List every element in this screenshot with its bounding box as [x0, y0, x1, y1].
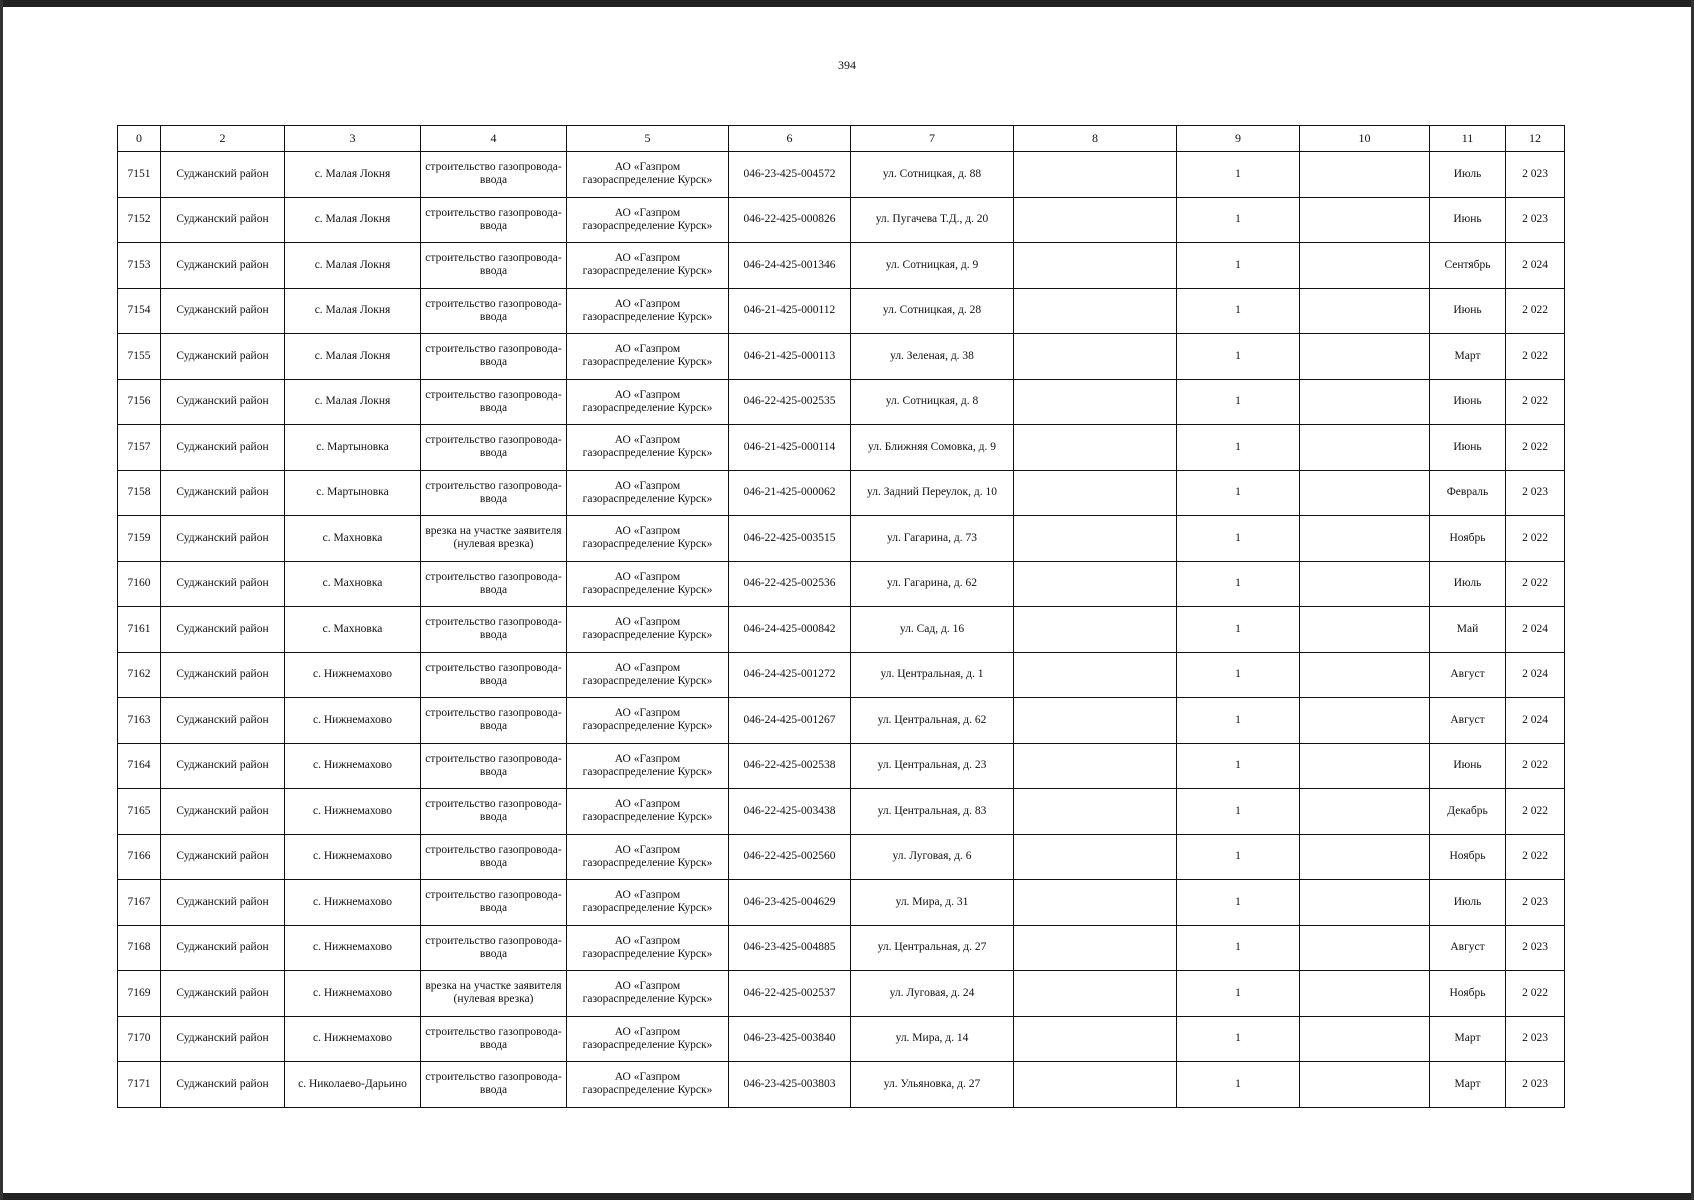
year-cell: 2 022 [1506, 743, 1565, 789]
table-row [118, 425, 1565, 471]
registry-code-cell: 046-22-425-002537 [729, 971, 851, 1017]
work-type-cell: строительство газопровода-ввода [421, 1062, 567, 1108]
year-cell: 2 024 [1506, 652, 1565, 698]
organization-cell: АО «Газпром газораспределение Курск» [567, 880, 729, 926]
month-cell: Июль [1430, 561, 1506, 607]
district-cell: Суджанский район [161, 561, 285, 607]
settlement-cell: с. Нижнемахово [285, 880, 421, 926]
page-number: 394 [838, 58, 856, 72]
month-cell: Май [1430, 607, 1506, 653]
address-cell: ул. Сотницкая, д. 88 [851, 152, 1014, 198]
address-cell: ул. Сад, д. 16 [851, 607, 1014, 653]
quantity-cell: 1 [1177, 152, 1300, 198]
col10-cell [1300, 789, 1430, 835]
registry-code-cell: 046-23-425-004629 [729, 880, 851, 926]
col8-cell [1014, 652, 1177, 698]
quantity-cell: 1 [1177, 834, 1300, 880]
col10-cell [1300, 925, 1430, 971]
registry-code-cell: 046-23-425-003803 [729, 1062, 851, 1108]
quantity-cell: 1 [1177, 607, 1300, 653]
work-type-cell: строительство газопровода-ввода [421, 698, 567, 744]
month-cell: Ноябрь [1430, 516, 1506, 562]
work-type-cell: строительство газопровода-ввода [421, 652, 567, 698]
quantity-cell: 1 [1177, 470, 1300, 516]
work-type-cell: строительство газопровода-ввода [421, 834, 567, 880]
scan-bottom-border [0, 1193, 1694, 1200]
settlement-cell: с. Малая Локня [285, 197, 421, 243]
organization-cell: АО «Газпром газораспределение Курск» [567, 561, 729, 607]
district-cell: Суджанский район [161, 516, 285, 562]
column-header: 7 [851, 126, 1014, 152]
registry-code-cell: 046-23-425-004885 [729, 925, 851, 971]
registry-code-cell: 046-22-425-002560 [729, 834, 851, 880]
col8-cell [1014, 379, 1177, 425]
table-row [118, 561, 1565, 607]
quantity-cell: 1 [1177, 197, 1300, 243]
table-row [118, 880, 1565, 926]
district-cell: Суджанский район [161, 152, 285, 198]
year-cell: 2 022 [1506, 288, 1565, 334]
year-cell: 2 023 [1506, 197, 1565, 243]
address-cell: ул. Ульяновка, д. 27 [851, 1062, 1014, 1108]
settlement-cell: с. Малая Локня [285, 152, 421, 198]
organization-cell: АО «Газпром газораспределение Курск» [567, 971, 729, 1017]
table-row [118, 1062, 1565, 1108]
district-cell: Суджанский район [161, 1016, 285, 1062]
quantity-cell: 1 [1177, 698, 1300, 744]
col8-cell [1014, 743, 1177, 789]
col8-cell [1014, 834, 1177, 880]
col8-cell [1014, 516, 1177, 562]
quantity-cell: 1 [1177, 516, 1300, 562]
district-cell: Суджанский район [161, 789, 285, 835]
year-cell: 2 023 [1506, 470, 1565, 516]
work-type-cell: строительство газопровода-ввода [421, 334, 567, 380]
work-type-cell: строительство газопровода-ввода [421, 925, 567, 971]
col10-cell [1300, 971, 1430, 1017]
work-type-cell: строительство газопровода-ввода [421, 607, 567, 653]
settlement-cell: с. Нижнемахово [285, 925, 421, 971]
address-cell: ул. Луговая, д. 24 [851, 971, 1014, 1017]
col8-cell [1014, 789, 1177, 835]
work-type-cell: врезка на участке заявителя (нулевая врезка) [421, 516, 567, 562]
year-cell: 2 023 [1506, 880, 1565, 926]
col8-cell [1014, 698, 1177, 744]
column-header: 5 [567, 126, 729, 152]
quantity-cell: 1 [1177, 243, 1300, 289]
registry-code-cell: 046-22-425-003515 [729, 516, 851, 562]
registry-code-cell: 046-22-425-002535 [729, 379, 851, 425]
settlement-cell: с. Нижнемахово [285, 789, 421, 835]
year-cell: 2 023 [1506, 925, 1565, 971]
district-cell: Суджанский район [161, 243, 285, 289]
work-type-cell: строительство газопровода-ввода [421, 880, 567, 926]
settlement-cell: с. Нижнемахово [285, 1016, 421, 1062]
row-number: 7153 [118, 243, 161, 289]
quantity-cell: 1 [1177, 561, 1300, 607]
column-header: 3 [285, 126, 421, 152]
settlement-cell: с. Нижнемахово [285, 743, 421, 789]
work-type-cell: строительство газопровода-ввода [421, 243, 567, 289]
year-cell: 2 022 [1506, 425, 1565, 471]
registry-code-cell: 046-21-425-000113 [729, 334, 851, 380]
column-header: 8 [1014, 126, 1177, 152]
registry-code-cell: 046-21-425-000062 [729, 470, 851, 516]
col10-cell [1300, 470, 1430, 516]
month-cell: Август [1430, 698, 1506, 744]
district-cell: Суджанский район [161, 470, 285, 516]
settlement-cell: с. Малая Локня [285, 288, 421, 334]
work-type-cell: строительство газопровода-ввода [421, 1016, 567, 1062]
organization-cell: АО «Газпром газораспределение Курск» [567, 607, 729, 653]
quantity-cell: 1 [1177, 789, 1300, 835]
col8-cell [1014, 971, 1177, 1017]
col8-cell [1014, 243, 1177, 289]
work-type-cell: строительство газопровода-ввода [421, 197, 567, 243]
col10-cell [1300, 743, 1430, 789]
row-number: 7160 [118, 561, 161, 607]
col8-cell [1014, 197, 1177, 243]
month-cell: Ноябрь [1430, 971, 1506, 1017]
district-cell: Суджанский район [161, 288, 285, 334]
month-cell: Июнь [1430, 288, 1506, 334]
settlement-cell: с. Малая Локня [285, 379, 421, 425]
year-cell: 2 022 [1506, 561, 1565, 607]
col8-cell [1014, 152, 1177, 198]
col8-cell [1014, 288, 1177, 334]
col10-cell [1300, 516, 1430, 562]
table-row [118, 834, 1565, 880]
year-cell: 2 022 [1506, 334, 1565, 380]
settlement-cell: с. Мартыновка [285, 425, 421, 471]
address-cell: ул. Мира, д. 31 [851, 880, 1014, 926]
work-type-cell: строительство газопровода-ввода [421, 425, 567, 471]
work-type-cell: строительство газопровода-ввода [421, 743, 567, 789]
quantity-cell: 1 [1177, 1016, 1300, 1062]
column-header: 9 [1177, 126, 1300, 152]
organization-cell: АО «Газпром газораспределение Курск» [567, 743, 729, 789]
row-number: 7169 [118, 971, 161, 1017]
settlement-cell: с. Махновка [285, 516, 421, 562]
row-number: 7155 [118, 334, 161, 380]
col8-cell [1014, 1062, 1177, 1108]
scan-top-border [0, 0, 1694, 7]
header-row [118, 126, 1565, 152]
month-cell: Июль [1430, 152, 1506, 198]
organization-cell: АО «Газпром газораспределение Курск» [567, 470, 729, 516]
address-cell: ул. Сотницкая, д. 28 [851, 288, 1014, 334]
row-number: 7164 [118, 743, 161, 789]
month-cell: Сентябрь [1430, 243, 1506, 289]
row-number: 7152 [118, 197, 161, 243]
table-row [118, 379, 1565, 425]
col10-cell [1300, 1062, 1430, 1108]
col10-cell [1300, 152, 1430, 198]
district-cell: Суджанский район [161, 425, 285, 471]
registry-code-cell: 046-23-425-003840 [729, 1016, 851, 1062]
district-cell: Суджанский район [161, 971, 285, 1017]
column-header: 4 [421, 126, 567, 152]
district-cell: Суджанский район [161, 1062, 285, 1108]
address-cell: ул. Луговая, д. 6 [851, 834, 1014, 880]
col10-cell [1300, 698, 1430, 744]
col10-cell [1300, 834, 1430, 880]
settlement-cell: с. Малая Локня [285, 334, 421, 380]
quantity-cell: 1 [1177, 743, 1300, 789]
month-cell: Июнь [1430, 743, 1506, 789]
district-cell: Суджанский район [161, 834, 285, 880]
table-row [118, 516, 1565, 562]
organization-cell: АО «Газпром газораспределение Курск» [567, 789, 729, 835]
registry-code-cell: 046-24-425-001346 [729, 243, 851, 289]
month-cell: Июнь [1430, 197, 1506, 243]
registry-code-cell: 046-21-425-000114 [729, 425, 851, 471]
year-cell: 2 022 [1506, 834, 1565, 880]
col10-cell [1300, 880, 1430, 926]
row-number: 7157 [118, 425, 161, 471]
scan-left-border [0, 0, 3, 1200]
table-row [118, 743, 1565, 789]
row-number: 7156 [118, 379, 161, 425]
col10-cell [1300, 288, 1430, 334]
col8-cell [1014, 880, 1177, 926]
col10-cell [1300, 334, 1430, 380]
organization-cell: АО «Газпром газораспределение Курск» [567, 698, 729, 744]
month-cell: Июль [1430, 880, 1506, 926]
col8-cell [1014, 1016, 1177, 1062]
address-cell: ул. Пугачева Т.Д., д. 20 [851, 197, 1014, 243]
col8-cell [1014, 561, 1177, 607]
quantity-cell: 1 [1177, 880, 1300, 926]
row-number: 7151 [118, 152, 161, 198]
col10-cell [1300, 197, 1430, 243]
organization-cell: АО «Газпром газораспределение Курск» [567, 243, 729, 289]
address-cell: ул. Гагарина, д. 73 [851, 516, 1014, 562]
organization-cell: АО «Газпром газораспределение Курск» [567, 834, 729, 880]
table-row [118, 152, 1565, 198]
table-row [118, 334, 1565, 380]
year-cell: 2 022 [1506, 971, 1565, 1017]
month-cell: Июнь [1430, 425, 1506, 471]
registry-code-cell: 046-22-425-000826 [729, 197, 851, 243]
month-cell: Ноябрь [1430, 834, 1506, 880]
address-cell: ул. Центральная, д. 27 [851, 925, 1014, 971]
table-body [118, 152, 1565, 1108]
col10-cell [1300, 243, 1430, 289]
address-cell: ул. Гагарина, д. 62 [851, 561, 1014, 607]
quantity-cell: 1 [1177, 925, 1300, 971]
column-header: 12 [1506, 126, 1565, 152]
month-cell: Март [1430, 334, 1506, 380]
work-type-cell: врезка на участке заявителя (нулевая врезка) [421, 971, 567, 1017]
table-row [118, 288, 1565, 334]
district-cell: Суджанский район [161, 652, 285, 698]
quantity-cell: 1 [1177, 971, 1300, 1017]
district-cell: Суджанский район [161, 197, 285, 243]
row-number: 7162 [118, 652, 161, 698]
col8-cell [1014, 470, 1177, 516]
row-number: 7170 [118, 1016, 161, 1062]
year-cell: 2 023 [1506, 1062, 1565, 1108]
district-cell: Суджанский район [161, 607, 285, 653]
district-cell: Суджанский район [161, 880, 285, 926]
row-number: 7159 [118, 516, 161, 562]
address-cell: ул. Ближняя Сомовка, д. 9 [851, 425, 1014, 471]
register-table [117, 125, 1565, 1108]
table-row [118, 789, 1565, 835]
registry-code-cell: 046-22-425-003438 [729, 789, 851, 835]
organization-cell: АО «Газпром газораспределение Курск» [567, 288, 729, 334]
settlement-cell: с. Нижнемахово [285, 971, 421, 1017]
year-cell: 2 022 [1506, 516, 1565, 562]
row-number: 7168 [118, 925, 161, 971]
address-cell: ул. Сотницкая, д. 9 [851, 243, 1014, 289]
organization-cell: АО «Газпром газораспределение Курск» [567, 652, 729, 698]
column-header: 10 [1300, 126, 1430, 152]
row-number: 7158 [118, 470, 161, 516]
settlement-cell: с. Малая Локня [285, 243, 421, 289]
year-cell: 2 022 [1506, 789, 1565, 835]
registry-code-cell: 046-24-425-000842 [729, 607, 851, 653]
address-cell: ул. Мира, д. 14 [851, 1016, 1014, 1062]
column-header: 11 [1430, 126, 1506, 152]
registry-code-cell: 046-21-425-000112 [729, 288, 851, 334]
settlement-cell: с. Нижнемахово [285, 652, 421, 698]
month-cell: Февраль [1430, 470, 1506, 516]
quantity-cell: 1 [1177, 379, 1300, 425]
col8-cell [1014, 925, 1177, 971]
col10-cell [1300, 561, 1430, 607]
month-cell: Август [1430, 925, 1506, 971]
organization-cell: АО «Газпром газораспределение Курск» [567, 925, 729, 971]
year-cell: 2 023 [1506, 152, 1565, 198]
organization-cell: АО «Газпром газораспределение Курск» [567, 152, 729, 198]
col8-cell [1014, 425, 1177, 471]
registry-code-cell: 046-24-425-001267 [729, 698, 851, 744]
address-cell: ул. Центральная, д. 83 [851, 789, 1014, 835]
table-row [118, 652, 1565, 698]
settlement-cell: с. Нижнемахово [285, 834, 421, 880]
settlement-cell: с. Нижнемахово [285, 698, 421, 744]
district-cell: Суджанский район [161, 925, 285, 971]
work-type-cell: строительство газопровода-ввода [421, 470, 567, 516]
work-type-cell: строительство газопровода-ввода [421, 561, 567, 607]
organization-cell: АО «Газпром газораспределение Курск» [567, 334, 729, 380]
row-number: 7154 [118, 288, 161, 334]
organization-cell: АО «Газпром газораспределение Курск» [567, 516, 729, 562]
table-row [118, 925, 1565, 971]
table-row [118, 243, 1565, 289]
year-cell: 2 024 [1506, 243, 1565, 289]
organization-cell: АО «Газпром газораспределение Курск» [567, 425, 729, 471]
district-cell: Суджанский район [161, 334, 285, 380]
table-row [118, 470, 1565, 516]
col10-cell [1300, 425, 1430, 471]
registry-code-cell: 046-22-425-002538 [729, 743, 851, 789]
year-cell: 2 023 [1506, 1016, 1565, 1062]
work-type-cell: строительство газопровода-ввода [421, 288, 567, 334]
table-row [118, 197, 1565, 243]
work-type-cell: строительство газопровода-ввода [421, 152, 567, 198]
settlement-cell: с. Махновка [285, 607, 421, 653]
organization-cell: АО «Газпром газораспределение Курск» [567, 379, 729, 425]
address-cell: ул. Центральная, д. 62 [851, 698, 1014, 744]
address-cell: ул. Зеленая, д. 38 [851, 334, 1014, 380]
registry-code-cell: 046-24-425-001272 [729, 652, 851, 698]
address-cell: ул. Центральная, д. 23 [851, 743, 1014, 789]
address-cell: ул. Задний Переулок, д. 10 [851, 470, 1014, 516]
settlement-cell: с. Махновка [285, 561, 421, 607]
quantity-cell: 1 [1177, 652, 1300, 698]
organization-cell: АО «Газпром газораспределение Курск» [567, 1016, 729, 1062]
month-cell: Март [1430, 1016, 1506, 1062]
settlement-cell: с. Николаево-Дарьино [285, 1062, 421, 1108]
row-number: 7163 [118, 698, 161, 744]
column-header: 0 [118, 126, 161, 152]
col10-cell [1300, 607, 1430, 653]
table-row [118, 607, 1565, 653]
registry-code-cell: 046-22-425-002536 [729, 561, 851, 607]
year-cell: 2 024 [1506, 607, 1565, 653]
table-row [118, 971, 1565, 1017]
address-cell: ул. Сотницкая, д. 8 [851, 379, 1014, 425]
row-number: 7167 [118, 880, 161, 926]
column-header: 2 [161, 126, 285, 152]
organization-cell: АО «Газпром газораспределение Курск» [567, 197, 729, 243]
district-cell: Суджанский район [161, 698, 285, 744]
quantity-cell: 1 [1177, 334, 1300, 380]
settlement-cell: с. Мартыновка [285, 470, 421, 516]
month-cell: Август [1430, 652, 1506, 698]
month-cell: Декабрь [1430, 789, 1506, 835]
quantity-cell: 1 [1177, 288, 1300, 334]
row-number: 7171 [118, 1062, 161, 1108]
table-row [118, 1016, 1565, 1062]
address-cell: ул. Центральная, д. 1 [851, 652, 1014, 698]
row-number: 7166 [118, 834, 161, 880]
district-cell: Суджанский район [161, 743, 285, 789]
month-cell: Июнь [1430, 379, 1506, 425]
year-cell: 2 024 [1506, 698, 1565, 744]
col10-cell [1300, 1016, 1430, 1062]
table-row [118, 698, 1565, 744]
col8-cell [1014, 334, 1177, 380]
district-cell: Суджанский район [161, 379, 285, 425]
work-type-cell: строительство газопровода-ввода [421, 789, 567, 835]
col8-cell [1014, 607, 1177, 653]
work-type-cell: строительство газопровода-ввода [421, 379, 567, 425]
row-number: 7165 [118, 789, 161, 835]
col10-cell [1300, 652, 1430, 698]
year-cell: 2 022 [1506, 379, 1565, 425]
registry-code-cell: 046-23-425-004572 [729, 152, 851, 198]
month-cell: Март [1430, 1062, 1506, 1108]
organization-cell: АО «Газпром газораспределение Курск» [567, 1062, 729, 1108]
column-header: 6 [729, 126, 851, 152]
quantity-cell: 1 [1177, 1062, 1300, 1108]
row-number: 7161 [118, 607, 161, 653]
col10-cell [1300, 379, 1430, 425]
quantity-cell: 1 [1177, 425, 1300, 471]
